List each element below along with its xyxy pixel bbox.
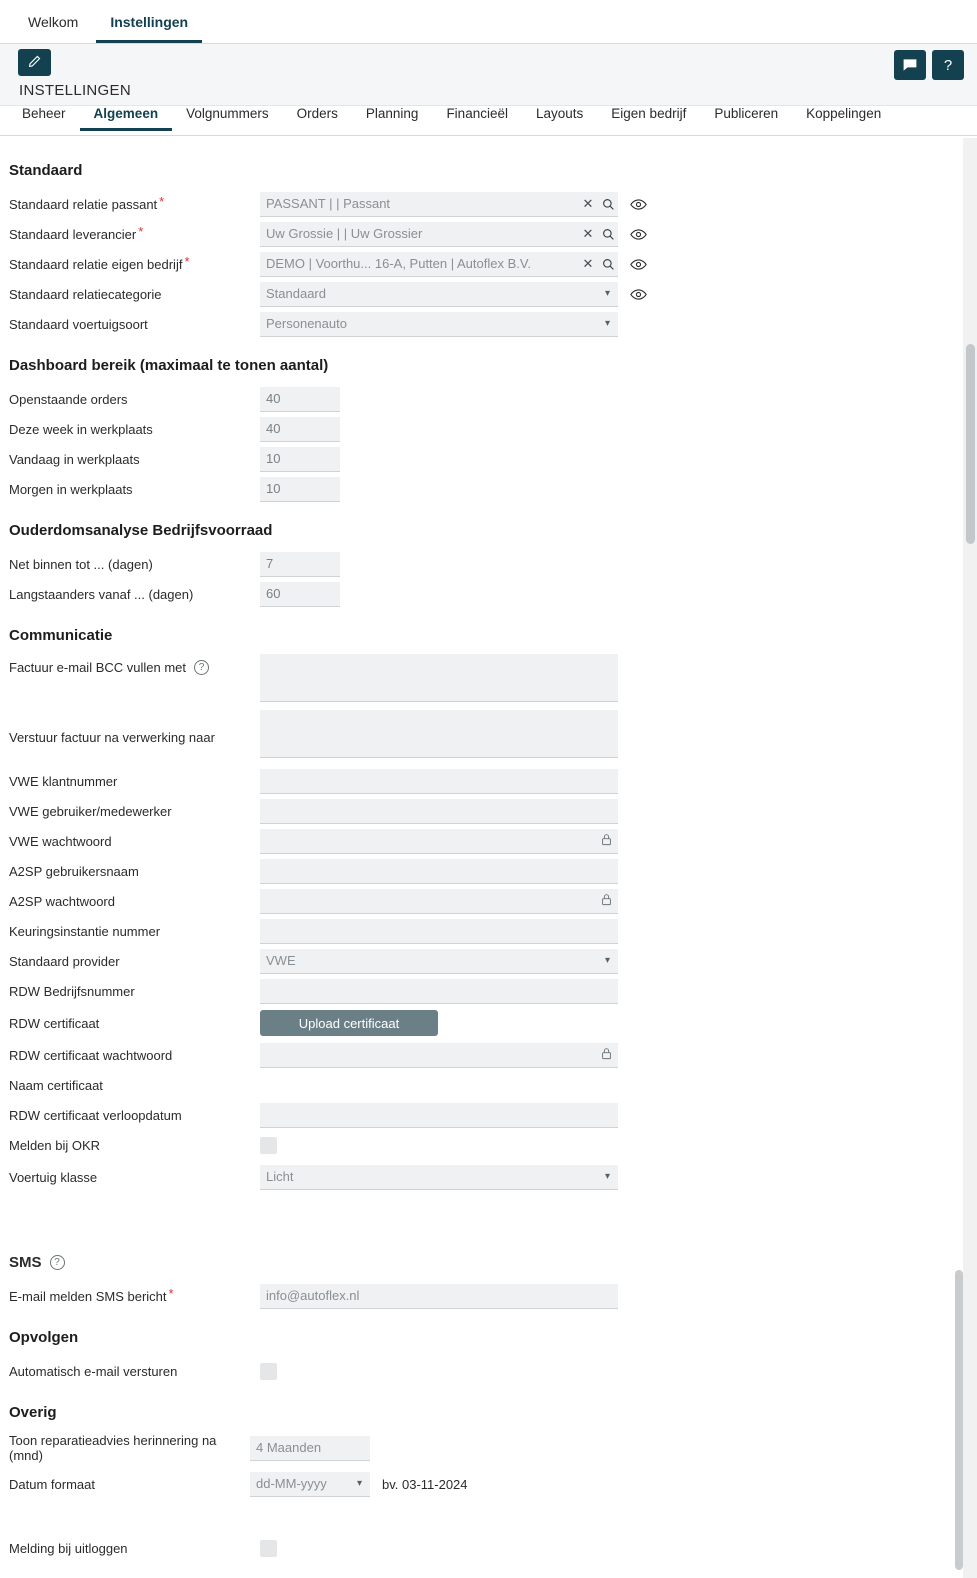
subnav-item-beheer[interactable]: Beheer: [22, 106, 66, 121]
row-deze-week-werkplaats: [0, 414, 963, 444]
eye-icon[interactable]: [628, 282, 648, 307]
label-standaard-voertuigsoort: Standaard voertuigsoort: [9, 316, 148, 332]
input-rdw-certificaat-wachtwoord[interactable]: [260, 1043, 618, 1068]
row-vandaag-werkplaats: [0, 444, 963, 474]
chevron-down-icon: ▾: [604, 318, 610, 329]
search-icon[interactable]: [598, 252, 618, 277]
chevron-down-icon: ▾: [356, 1478, 362, 1489]
row-a2sp-wachtwoord: [0, 886, 963, 916]
label-standaard-relatiecategorie: Standaard relatiecategorie: [9, 286, 162, 302]
required-marker: *: [138, 223, 144, 239]
row-automatisch-email: [0, 1356, 963, 1386]
input-morgen-werkplaats[interactable]: 10: [260, 477, 340, 502]
pencil-icon: [28, 55, 41, 71]
input-email-melden-sms[interactable]: info@autoflex.nl: [260, 1284, 618, 1309]
label-morgen-werkplaats: Morgen in werkplaats: [9, 481, 133, 497]
search-icon[interactable]: [598, 192, 618, 217]
row-reparatieadvies: [0, 1427, 963, 1469]
row-standaard-provider: [0, 946, 963, 976]
chevron-down-icon: ▾: [604, 288, 610, 299]
help-icon[interactable]: ?: [50, 1255, 65, 1270]
label-datum-formaat: Datum formaat: [9, 1476, 95, 1492]
section-heading-dashboard: Dashboard bereik (maximaal te tonen aantal): [9, 357, 329, 374]
section-heading-communicatie: Communicatie: [9, 627, 113, 644]
page-title: INSTELLINGEN: [19, 82, 131, 99]
label-standaard-relatie-passant: Standaard relatie passant *: [9, 193, 165, 212]
label-keuringsinstantie-nummer: Keuringsinstantie nummer: [9, 923, 161, 939]
select-value: Personenauto: [266, 316, 347, 331]
section-heading-overig: Overig: [9, 1404, 57, 1421]
hint-datum-formaat: bv. 03-11-2024: [382, 1476, 468, 1492]
eye-icon[interactable]: [628, 252, 648, 277]
label-standaard-leverancier: Standaard leverancier *: [9, 223, 144, 242]
edit-button[interactable]: [18, 49, 51, 76]
eye-icon[interactable]: [628, 222, 648, 247]
input-standaard-leverancier[interactable]: Uw Grossie | | Uw Grossier: [260, 222, 618, 247]
checkbox-melding-uitloggen[interactable]: [260, 1540, 277, 1557]
subnav-item-eigen-bedrijf[interactable]: Eigen bedrijf: [611, 106, 687, 121]
input-vwe-gebruiker[interactable]: [260, 799, 618, 824]
row-morgen-werkplaats: [0, 474, 963, 504]
select-value: Licht: [266, 1169, 294, 1184]
subnav-item-algemeen[interactable]: Algemeen: [80, 106, 173, 131]
input-vwe-wachtwoord[interactable]: [260, 829, 618, 854]
label-melden-okr: Melden bij OKR: [9, 1137, 101, 1153]
lock-icon: [601, 1047, 612, 1063]
row-langstaanders: [0, 579, 963, 609]
row-voertuig-klasse: [0, 1160, 963, 1194]
top-tab-bar: [0, 0, 977, 44]
label-rdw-certificaat-verloopdatum: RDW certificaat verloopdatum: [9, 1107, 182, 1123]
subnav-item-layouts[interactable]: Layouts: [535, 106, 584, 121]
content-scrollbar-thumb[interactable]: [955, 1270, 963, 1570]
select-standaard-relatiecategorie[interactable]: [260, 282, 618, 307]
row-standaard-relatie-eigen-bedrijf: [0, 249, 963, 279]
select-datum-formaat[interactable]: [250, 1472, 370, 1497]
row-melden-okr: [0, 1130, 963, 1160]
row-vwe-klantnummer: [0, 766, 963, 796]
required-marker: *: [184, 253, 190, 269]
input-openstaande-orders[interactable]: 40: [260, 387, 340, 412]
search-icon[interactable]: [598, 222, 618, 247]
tab-welkom[interactable]: Welkom: [28, 14, 79, 30]
row-openstaande-orders: [0, 384, 963, 414]
row-standaard-voertuigsoort: [0, 309, 963, 339]
tab-instellingen[interactable]: Instellingen: [96, 8, 202, 43]
input-factuur-bcc[interactable]: [260, 654, 618, 702]
select-voertuig-klasse[interactable]: [260, 1165, 618, 1190]
row-vwe-gebruiker: [0, 796, 963, 826]
chevron-down-icon: ▾: [604, 955, 610, 966]
row-standaard-relatiecategorie: [0, 279, 963, 309]
row-rdw-certificaat-verloopdatum: [0, 1100, 963, 1130]
input-vwe-klantnummer[interactable]: [260, 769, 618, 794]
section-heading-standaard: Standaard: [9, 162, 83, 179]
header-actions: [894, 50, 964, 80]
subnav-item-publiceren[interactable]: Publiceren: [714, 106, 779, 121]
chat-icon[interactable]: [894, 50, 926, 80]
label-a2sp-gebruikersnaam: A2SP gebruikersnaam: [9, 863, 139, 879]
row-naam-certificaat: [0, 1070, 963, 1100]
required-marker: *: [159, 193, 165, 209]
row-factuur-bcc: [0, 654, 963, 710]
upload-certificaat-button[interactable]: Upload certificaat: [260, 1010, 438, 1036]
row-rdw-certificaat: [0, 1006, 963, 1040]
label-rdw-certificaat: RDW certificaat: [9, 1015, 100, 1031]
label-vwe-wachtwoord: VWE wachtwoord: [9, 833, 112, 849]
subnav-item-volgnummers[interactable]: Volgnummers: [186, 106, 269, 121]
input-a2sp-gebruikersnaam[interactable]: [260, 859, 618, 884]
checkbox-automatisch-email[interactable]: [260, 1363, 277, 1380]
sub-navigation: [0, 106, 977, 136]
label-vandaag-werkplaats: Vandaag in werkplaats: [9, 451, 140, 467]
row-datum-formaat: [0, 1469, 963, 1499]
input-langstaanders[interactable]: 60: [260, 582, 340, 607]
label-langstaanders: Langstaanders vanaf ... (dagen): [9, 586, 194, 602]
section-heading-opvolgen: Opvolgen: [9, 1329, 79, 1346]
label-naam-certificaat: Naam certificaat: [9, 1077, 103, 1093]
clear-icon[interactable]: ✕: [582, 196, 594, 211]
chevron-down-icon: ▾: [604, 1171, 610, 1182]
label-melding-uitloggen: Melding bij uitloggen: [9, 1540, 128, 1556]
row-melding-uitloggen: [0, 1533, 963, 1563]
input-standaard-relatie-passant[interactable]: PASSANT | | Passant: [260, 192, 618, 217]
input-verstuur-factuur[interactable]: [260, 710, 618, 758]
label-rdw-certificaat-wachtwoord: RDW certificaat wachtwoord: [9, 1047, 173, 1063]
select-standaard-provider[interactable]: [260, 949, 618, 974]
input-deze-week-werkplaats[interactable]: 40: [260, 417, 340, 442]
label-verstuur-factuur: Verstuur factuur na verwerking naar: [9, 730, 215, 745]
label-a2sp-wachtwoord: A2SP wachtwoord: [9, 893, 115, 909]
row-net-binnen: [0, 549, 963, 579]
checkbox-melden-okr[interactable]: [260, 1137, 277, 1154]
label-automatisch-email: Automatisch e-mail versturen: [9, 1363, 178, 1379]
settings-content: [0, 138, 963, 1578]
window-scrollbar-thumb[interactable]: [966, 344, 975, 544]
select-standaard-voertuigsoort[interactable]: [260, 312, 618, 337]
input-vandaag-werkplaats[interactable]: 10: [260, 447, 340, 472]
label-openstaande-orders: Openstaande orders: [9, 391, 128, 407]
window-scrollbar-track[interactable]: [963, 138, 977, 1578]
row-rdw-bedrijfsnummer: [0, 976, 963, 1006]
row-keuringsinstantie-nummer: [0, 916, 963, 946]
label-rdw-bedrijfsnummer: RDW Bedrijfsnummer: [9, 983, 135, 999]
select-value: VWE: [266, 953, 296, 968]
eye-icon[interactable]: [628, 192, 648, 217]
clear-icon[interactable]: ✕: [582, 226, 594, 241]
lock-icon: [601, 833, 612, 849]
label-standaard-relatie-eigen-bedrijf: Standaard relatie eigen bedrijf *: [9, 253, 190, 272]
input-reparatieadvies[interactable]: 4 Maanden: [250, 1436, 370, 1461]
label-net-binnen: Net binnen tot ... (dagen): [9, 556, 153, 572]
subnav-item-planning[interactable]: Planning: [365, 106, 419, 121]
subnav-item-orders[interactable]: Orders: [296, 106, 338, 121]
label-standaard-provider: Standaard provider: [9, 953, 120, 969]
row-email-melden-sms: [0, 1281, 963, 1311]
subnav-item-financieel[interactable]: Financieël: [446, 106, 508, 121]
row-a2sp-gebruikersnaam: [0, 856, 963, 886]
input-rdw-bedrijfsnummer[interactable]: [260, 979, 618, 1004]
label-deze-week-werkplaats: Deze week in werkplaats: [9, 421, 153, 437]
row-vwe-wachtwoord: [0, 826, 963, 856]
label-reparatieadvies: Toon reparatieadvies herinnering na (mnd): [9, 1433, 217, 1463]
label-vwe-gebruiker: VWE gebruiker/medewerker: [9, 803, 172, 819]
row-verstuur-factuur: [0, 710, 963, 766]
label-email-melden-sms: E-mail melden SMS bericht *: [9, 1285, 174, 1304]
subnav-item-koppelingen[interactable]: Koppelingen: [806, 106, 882, 121]
select-value: dd-MM-yyyy: [256, 1476, 327, 1491]
input-standaard-relatie-eigen-bedrijf[interactable]: DEMO | Voorthu... 16-A, Putten | Autoflex B.V.: [260, 252, 618, 277]
label-vwe-klantnummer: VWE klantnummer: [9, 773, 118, 789]
label-factuur-bcc: Factuur e-mail BCC vullen met ?: [0, 654, 260, 675]
section-heading-sms-wrap: [9, 1254, 963, 1271]
help-icon[interactable]: ?: [932, 50, 964, 80]
select-value: Standaard: [266, 286, 326, 301]
label-voertuig-klasse: Voertuig klasse: [9, 1169, 98, 1185]
lock-icon: [601, 893, 612, 909]
clear-icon[interactable]: ✕: [582, 256, 594, 271]
section-heading-ouderdomsanalyse: Ouderdomsanalyse Bedrijfsvoorraad: [9, 522, 273, 539]
input-net-binnen[interactable]: 7: [260, 552, 340, 577]
input-keuringsinstantie-nummer[interactable]: [260, 919, 618, 944]
input-rdw-certificaat-verloopdatum[interactable]: [260, 1103, 618, 1128]
section-heading-sms: SMS: [9, 1254, 42, 1271]
row-standaard-leverancier: [0, 219, 963, 249]
input-a2sp-wachtwoord[interactable]: [260, 889, 618, 914]
row-standaard-relatie-passant: [0, 189, 963, 219]
required-marker: *: [168, 1285, 174, 1301]
help-icon[interactable]: ?: [194, 660, 209, 675]
page-header: [0, 44, 977, 106]
row-rdw-certificaat-wachtwoord: [0, 1040, 963, 1070]
